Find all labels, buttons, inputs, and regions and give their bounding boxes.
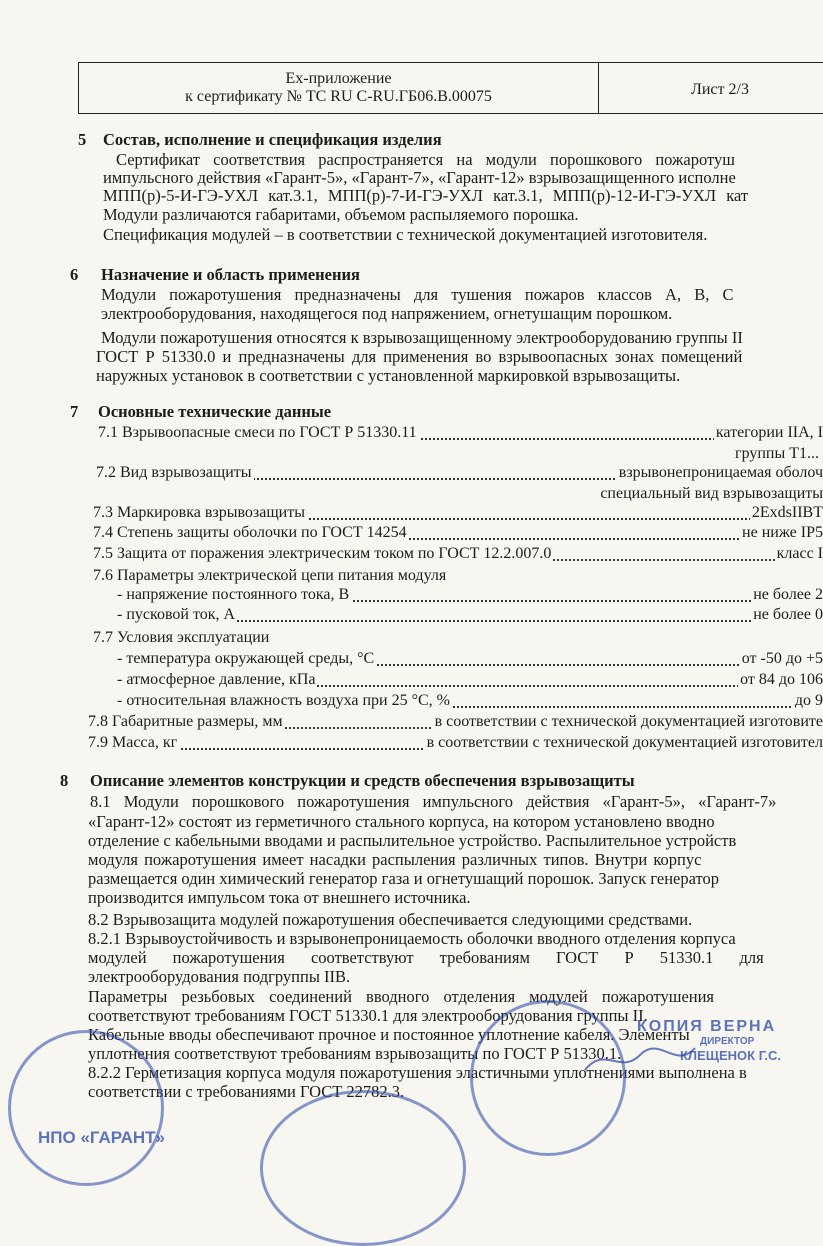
section-8-line: размещается один химический генератор газа и огнетушащий порошок. Запуск генератор bbox=[88, 869, 720, 888]
section-6-line: Модули пожаротушения относятся к взрывозащищенному электрооборудованию группы II bbox=[101, 328, 743, 347]
spec-value: категории IIA, I bbox=[715, 424, 823, 441]
section-8-line: соответствии с требованиями ГОСТ 22782.3. bbox=[88, 1082, 405, 1101]
spec-row bbox=[96, 464, 823, 484]
section-6-title: Назначение и область применения bbox=[101, 265, 360, 284]
section-6-line: ГОСТ Р 51330.0 и предназначены для применения во взрывоопасных зонах помещений bbox=[96, 347, 743, 366]
section-8-line: Кабельные вводы обеспечивают прочное и постоянное уплотнение кабеля. Элементы bbox=[88, 1025, 690, 1044]
section-5-line: Модули различаются габаритами, объемом распыляемого порошка. bbox=[103, 205, 579, 224]
spec-label: - относительная влажность воздуха при 25 °С, % bbox=[117, 692, 450, 709]
seal-org-text: НПО «ГАРАНТ» bbox=[38, 1128, 165, 1147]
spec-label: 7.4 Степень защиты оболочки по ГОСТ 14254 bbox=[93, 524, 407, 541]
section-6-line: Модули пожаротушения предназначены для тушения пожаров классов А, В, С bbox=[101, 285, 734, 304]
spec-value: 2ExdsIIBT bbox=[751, 504, 823, 521]
spec-label: - пусковой ток, А bbox=[117, 606, 236, 623]
spec-row bbox=[93, 504, 823, 524]
spec-value: группы Т1... bbox=[735, 445, 819, 462]
section-8-line: отделение с кабельными вводами и распылительное устройство. Распылительное устройств bbox=[88, 831, 737, 850]
spec-value: специальный вид взрывозащиты bbox=[600, 485, 823, 502]
organization-seal-left bbox=[8, 1030, 164, 1186]
spec-row bbox=[93, 524, 823, 544]
spec-row bbox=[117, 692, 823, 712]
section-8-line: 8.2.2 Герметизация корпуса модуля пожаротушения эластичными уплотнениями выполнена в bbox=[88, 1063, 747, 1082]
section-6-number: 6 bbox=[70, 265, 79, 284]
section-8-line: «Гарант-12» состоят из герметичного стального корпуса, на котором установлено вводно bbox=[88, 812, 715, 831]
section-8-line: модуля пожаротушения имеет насадки распыления различных типов. Внутри корпус bbox=[88, 850, 702, 869]
spec-label: 7.8 Габаритные размеры, мм bbox=[88, 713, 283, 730]
certificate-header-table bbox=[78, 62, 823, 114]
spec-label: 7.5 Защита от поражения электрическим током по ГОСТ 12.2.007.0 bbox=[93, 545, 552, 562]
spec-value: не ниже IP5 bbox=[742, 524, 823, 541]
section-8-line: Параметры резьбовых соединений вводного отделения модулей пожаротушения bbox=[88, 987, 715, 1006]
section-8-line: электрооборудования подгруппы IIВ. bbox=[88, 967, 351, 986]
section-8-line: производится импульсом тока от внешнего источника. bbox=[88, 888, 471, 907]
section-7-title: Основные технические данные bbox=[98, 402, 332, 421]
spec-label: 7.7 Условия эксплуатации bbox=[93, 629, 270, 646]
section-5-line: МПП(р)-5-И-ГЭ-УХЛ кат.3.1, МПП(р)-7-И-ГЭ-УХЛ кат.3.1, МПП(р)-12-И-ГЭ-УХЛ кат bbox=[103, 186, 749, 205]
section-5-line: Спецификация модулей – в соответствии с технической документацией изготовителя. bbox=[103, 225, 708, 244]
section-6-line: наружных установок в соответствии с установленной маркировкой взрывозащиты. bbox=[96, 366, 681, 385]
spec-row bbox=[117, 586, 823, 606]
spec-value: класс I bbox=[776, 545, 823, 562]
stamp-director-name: КЛЕЩЕНОК Г.С. bbox=[680, 1048, 782, 1063]
spec-row bbox=[117, 650, 823, 670]
spec-value: от 84 до 106 bbox=[740, 671, 823, 688]
section-6-line: электрооборудования, находящегося под напряжением, огнетушащим порошком. bbox=[101, 304, 673, 323]
header-title-line1: Ex-приложение bbox=[285, 70, 392, 87]
section-5-line: импульсного действия «Гарант-5», «Гарант-7», «Гарант-12» взрывозащищенного исполне bbox=[103, 168, 736, 187]
section-5-title: Состав, исполнение и спецификация изделия bbox=[103, 130, 442, 149]
section-8-number: 8 bbox=[60, 771, 69, 790]
spec-label: - напряжение постоянного тока, В bbox=[117, 586, 350, 603]
spec-label: 7.6 Параметры электрической цепи питания модуля bbox=[93, 567, 447, 584]
spec-label: - температура окружающей среды, °С bbox=[117, 650, 375, 667]
section-7-number: 7 bbox=[70, 402, 79, 421]
spec-label: 7.9 Масса, кг bbox=[88, 734, 178, 751]
organization-seal-bottom bbox=[260, 1090, 466, 1246]
section-8-title: Описание элементов конструкции и средств обеспечения взрывозащиты bbox=[90, 771, 635, 790]
copy-certified-stamp: КОПИЯ ВЕРНА bbox=[637, 1018, 777, 1035]
section-8-line: соответствуют требованиям ГОСТ 51330.1 для электрооборудования группы II. bbox=[88, 1006, 648, 1025]
spec-row bbox=[93, 545, 823, 565]
section-8-line: 8.2.1 Взрывоустойчивость и взрывонепроницаемость оболочки вводного отделения корпуса bbox=[88, 929, 736, 948]
section-8-line: уплотнения соответствуют требованиям взрывозащиты по ГОСТ Р 51330.1. bbox=[88, 1044, 622, 1063]
spec-value: от -50 до +5 bbox=[741, 650, 823, 667]
section-8-line: 8.2 Взрывозащита модулей пожаротушения обеспечивается следующими средствами. bbox=[88, 910, 693, 929]
spec-value: в соответствии с технической документацией изготовител bbox=[426, 734, 823, 751]
spec-row bbox=[117, 671, 823, 691]
spec-value: не более 2 bbox=[753, 586, 823, 603]
spec-label: 7.1 Взрывоопасные смеси по ГОСТ Р 51330.11 bbox=[98, 424, 417, 441]
header-title-line2: к сертификату № ТС RU C-RU.ГБ06.В.00075 bbox=[185, 88, 492, 105]
spec-value: до 9 bbox=[794, 692, 823, 709]
section-8-line: 8.1 Модули порошкового пожаротушения импульсного действия «Гарант-5», «Гарант-7» bbox=[90, 792, 777, 811]
section-5-number: 5 bbox=[78, 130, 87, 149]
spec-label: - атмосферное давление, кПа bbox=[117, 671, 316, 688]
spec-row bbox=[88, 734, 823, 754]
header-sheet-number: Лист 2/3 bbox=[691, 81, 749, 98]
section-8-line: модулей пожаротушения соответствуют требованиям ГОСТ Р 51330.1 для bbox=[88, 948, 764, 967]
spec-value: в соответствии с технической документацией изготовите bbox=[434, 713, 823, 730]
stamp-director-title: ДИРЕКТОР bbox=[700, 1036, 755, 1047]
spec-label: 7.2 Вид взрывозащиты bbox=[96, 464, 252, 481]
spec-label: 7.3 Маркировка взрывозащиты bbox=[93, 504, 305, 521]
spec-value: не более 0 bbox=[753, 606, 823, 623]
section-5-line: Сертификат соответствия распространяется на модули порошкового пожаротуш bbox=[116, 150, 735, 169]
header-title-cell bbox=[79, 63, 599, 113]
signature-icon bbox=[580, 1040, 700, 1080]
spec-row bbox=[98, 424, 823, 444]
spec-value: взрывонепроницаемая оболоч bbox=[618, 464, 823, 481]
spec-row bbox=[88, 713, 823, 733]
spec-row bbox=[117, 606, 823, 626]
